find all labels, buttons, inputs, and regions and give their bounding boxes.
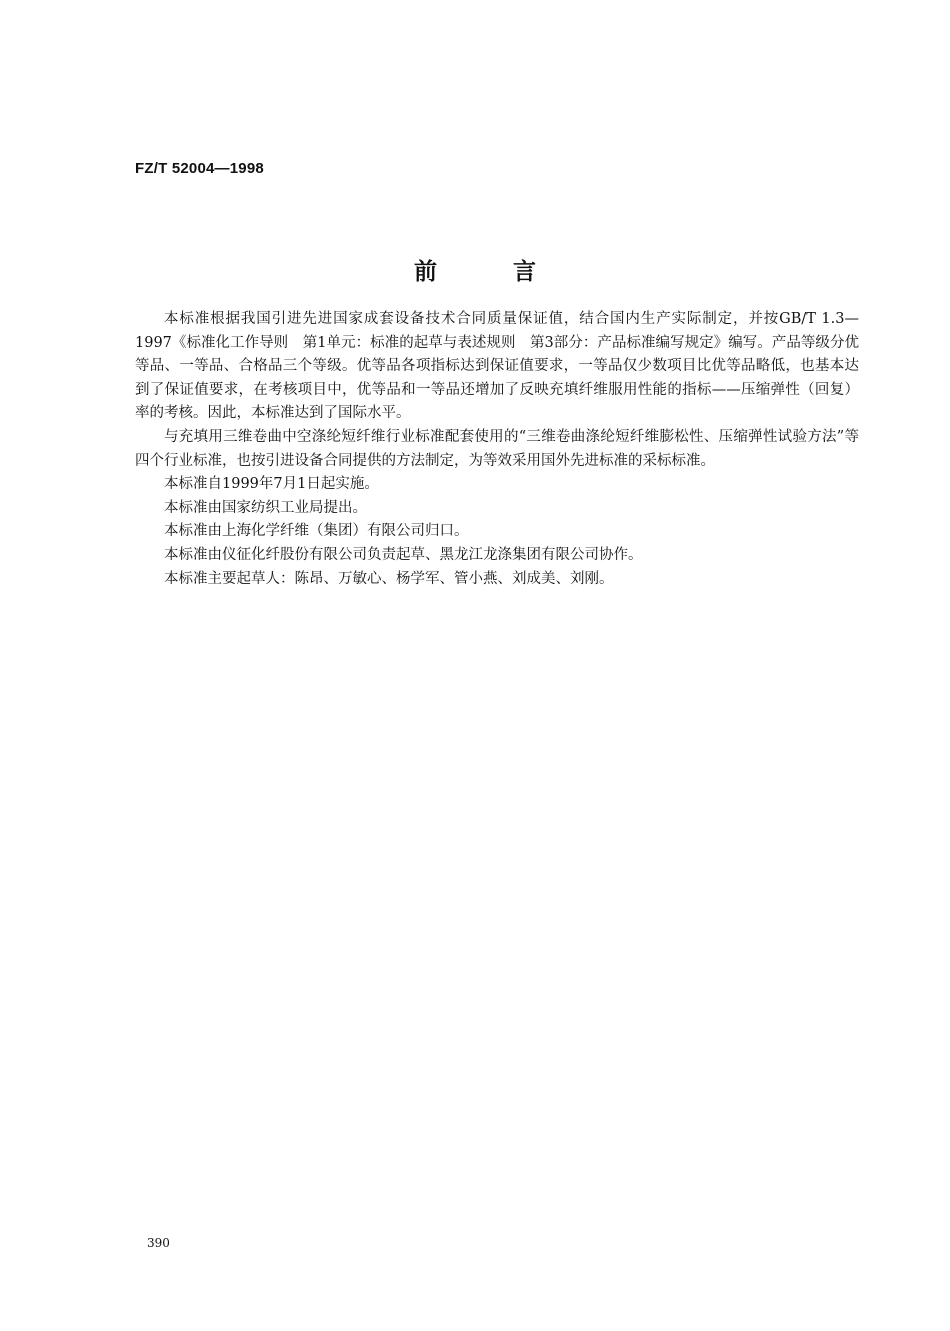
standard-code: FZ/T 52004—1998 [135,160,264,177]
paragraph-administrator: 本标准由上海化学纤维（集团）有限公司归口。 [164,523,469,540]
page-number: 390 [147,1236,170,1250]
paragraph-effective-date: 本标准自1999年7月1日起实施。 [164,476,379,493]
paragraph-proposer: 本标准由国家纺织工业局提出。 [164,499,367,516]
paragraph-drafters: 本标准主要起草人：陈昂、万敏心、杨学军、管小燕、刘成美、刘刚。 [164,570,614,587]
paragraph-drafting-organizations: 本标准由仪征化纤股份有限公司负责起草、黑龙江龙涤集团有限公司协作。 [164,546,643,563]
page-title: 前言 [414,259,612,285]
paragraph-basis: 本标准根据我国引进先进国家成套设备技术合同质量保证值，结合国内生产实际制定，并按GB/T 1.3—1997《标准化工作导则 第1单元：标准的起草与表述规则 第3部分：产品标准编写规定》编写。产品等级分优等品、一等品、合格品三个等级。优等品各项指标达到保证值要求，一等品仅少数项目比优等品略低，也基本达到了保证值要求，在考核项目中，优等品和一等品还增加了反映充填纤维服用性能的指标——压缩弹性（回复）率的考核。因此，本标准达到了国际水平。 [135,311,859,422]
paragraph-related-standards: 与充填用三维卷曲中空涤纶短纤维行业标准配套使用的“三维卷曲涤纶短纤维膨松性、压缩弹性试验方法”等四个行业标准，也按引进设备合同提供的方法制定，为等效采用国外先进标准的采标标准。 [135,428,859,469]
foreword-body [135,308,859,591]
